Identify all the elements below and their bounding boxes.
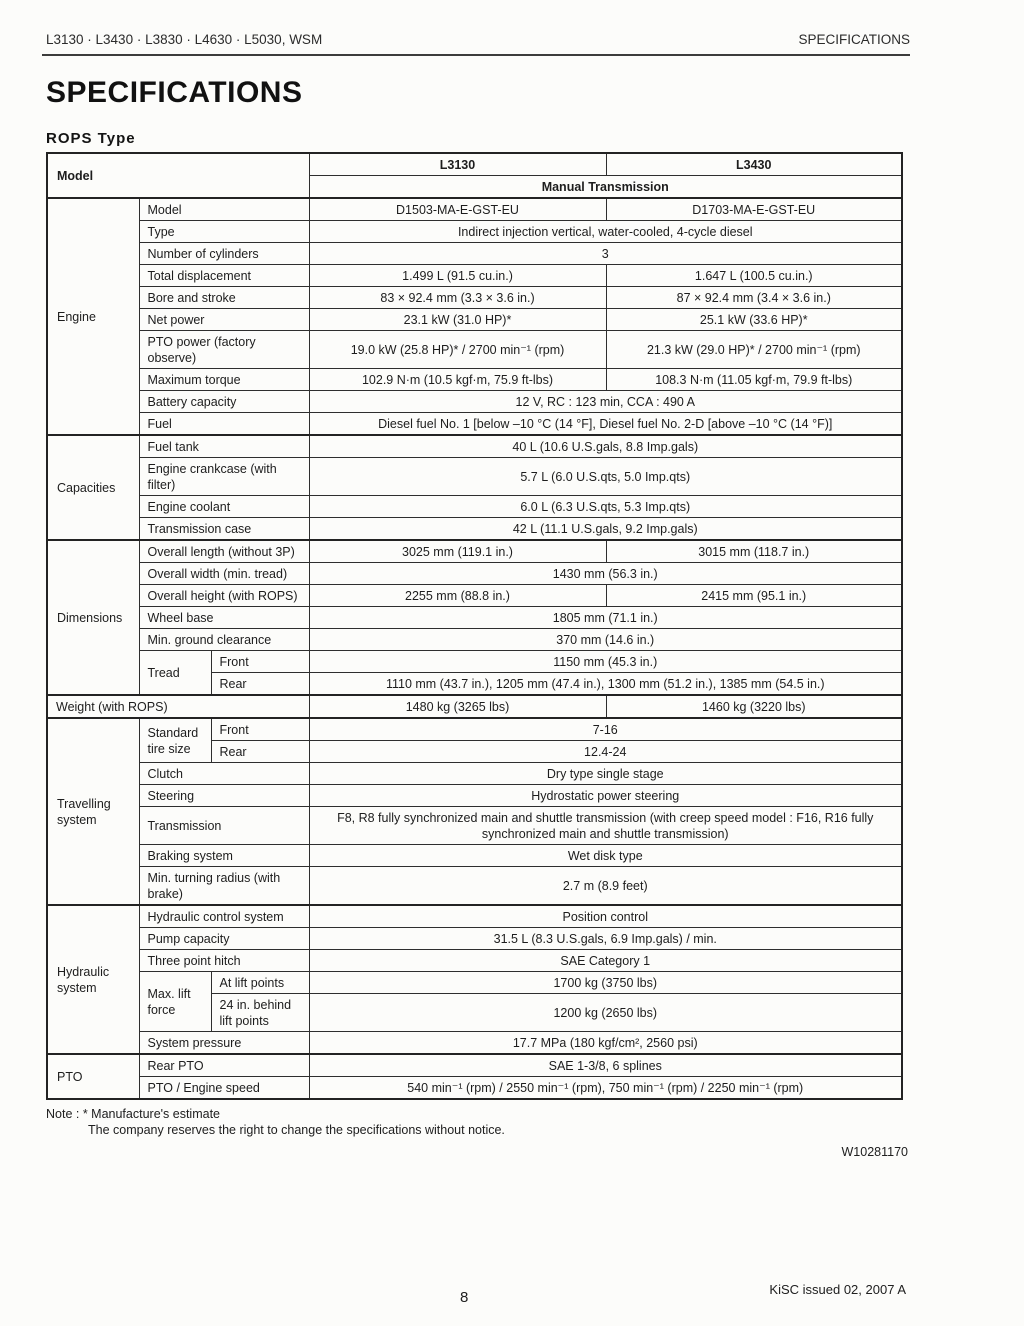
spec-value: 7-16 [309, 718, 902, 741]
row-label: Braking system [139, 845, 309, 867]
table-row [47, 867, 902, 906]
table-row [47, 331, 902, 369]
spec-value: Dry type single stage [309, 763, 902, 785]
row-label: Type [139, 221, 309, 243]
table-row [47, 287, 902, 309]
table-row [47, 458, 902, 496]
group-label-hydraulic-system: Hydraulic system [47, 905, 139, 1054]
spec-value: SAE 1-3/8, 6 splines [309, 1054, 902, 1077]
row-label: Bore and stroke [139, 287, 309, 309]
running-header-section: SPECIFICATIONS [798, 32, 910, 47]
sub-label-front: Front [211, 718, 309, 741]
page-title: SPECIFICATIONS [46, 76, 303, 109]
table-row [47, 496, 902, 518]
sub-label-front: Front [211, 651, 309, 673]
spec-value: D1703-MA-E-GST-EU [606, 198, 902, 221]
table-row [47, 845, 902, 867]
table-row [47, 563, 902, 585]
row-label: PTO / Engine speed [139, 1077, 309, 1100]
spec-value: 21.3 kW (29.0 HP)* / 2700 min⁻¹ (rpm) [606, 331, 902, 369]
spec-value: Hydrostatic power steering [309, 785, 902, 807]
table-row [47, 540, 902, 563]
group-label-capacities: Capacities [47, 435, 139, 540]
row-label-tread: Tread [139, 651, 211, 696]
document-code: W10281170 [841, 1145, 908, 1159]
row-label: Fuel tank [139, 435, 309, 458]
specifications-table [46, 152, 903, 1100]
spec-value: 1200 kg (2650 lbs) [309, 994, 902, 1032]
table-row [47, 785, 902, 807]
row-label-weight: Weight (with ROPS) [47, 695, 309, 718]
spec-value: 1700 kg (3750 lbs) [309, 972, 902, 994]
row-label: Min. turning radius (with brake) [139, 867, 309, 906]
issue-stamp: KiSC issued 02, 2007 A [769, 1282, 906, 1297]
spec-value: 2415 mm (95.1 in.) [606, 585, 902, 607]
row-label: Steering [139, 785, 309, 807]
spec-value: 1.647 L (100.5 cu.in.) [606, 265, 902, 287]
row-label: Overall width (min. tread) [139, 563, 309, 585]
table-row [47, 391, 902, 413]
sub-label-behind-lift-points: 24 in. behind lift points [211, 994, 309, 1032]
spec-value: 1480 kg (3265 lbs) [309, 695, 606, 718]
row-label: Number of cylinders [139, 243, 309, 265]
row-label: Clutch [139, 763, 309, 785]
spec-value: 31.5 L (8.3 U.S.gals, 6.9 Imp.gals) / min. [309, 928, 902, 950]
spec-value: 1430 mm (56.3 in.) [309, 563, 902, 585]
spec-value: SAE Category 1 [309, 950, 902, 972]
spec-value: Indirect injection vertical, water-cooled, 4-cycle diesel [309, 221, 902, 243]
spec-value: 5.7 L (6.0 U.S.qts, 5.0 Imp.qts) [309, 458, 902, 496]
row-label: Transmission [139, 807, 309, 845]
group-label-travelling-system: Travelling system [47, 718, 139, 905]
row-label: Rear PTO [139, 1054, 309, 1077]
table-row [47, 607, 902, 629]
model-corner-header: Model [47, 153, 309, 198]
spec-value: 102.9 N·m (10.5 kgf·m, 75.9 ft-lbs) [309, 369, 606, 391]
table-row [47, 1032, 902, 1055]
table-row [47, 413, 902, 436]
table-row [47, 928, 902, 950]
column-header-l3130: L3130 [309, 153, 606, 176]
transmission-header: Manual Transmission [309, 176, 902, 199]
spec-value: D1503-MA-E-GST-EU [309, 198, 606, 221]
row-label: Pump capacity [139, 928, 309, 950]
row-label: Min. ground clearance [139, 629, 309, 651]
row-label: Net power [139, 309, 309, 331]
page-number: 8 [460, 1289, 469, 1306]
spec-value: 370 mm (14.6 in.) [309, 629, 902, 651]
row-label: Three point hitch [139, 950, 309, 972]
spec-value: 19.0 kW (25.8 HP)* / 2700 min⁻¹ (rpm) [309, 331, 606, 369]
table-row [47, 629, 902, 651]
table-row [47, 1054, 902, 1077]
spec-value: 12 V, RC : 123 min, CCA : 490 A [309, 391, 902, 413]
spec-value: 3 [309, 243, 902, 265]
group-label-engine: Engine [47, 198, 139, 435]
row-label-standard-tire-size: Standard tire size [139, 718, 211, 763]
row-label-max-lift-force: Max. lift force [139, 972, 211, 1032]
spec-value: 23.1 kW (31.0 HP)* [309, 309, 606, 331]
spec-value: F8, R8 fully synchronized main and shuttle transmission (with creep speed model : F16, R16 fully synchronized main and shuttle transmission) [309, 807, 902, 845]
table-row [47, 651, 902, 673]
spec-value: Diesel fuel No. 1 [below –10 °C (14 °F], Diesel fuel No. 2-D [above –10 °C (14 °F)] [309, 413, 902, 436]
table-row [47, 243, 902, 265]
table-row [47, 198, 902, 221]
header-rule [42, 54, 910, 56]
row-label: System pressure [139, 1032, 309, 1055]
row-label: Model [139, 198, 309, 221]
spec-value: 540 min⁻¹ (rpm) / 2550 min⁻¹ (rpm), 750 min⁻¹ (rpm) / 2250 min⁻¹ (rpm) [309, 1077, 902, 1100]
spec-value: 2255 mm (88.8 in.) [309, 585, 606, 607]
spec-value: 6.0 L (6.3 U.S.qts, 5.3 Imp.qts) [309, 496, 902, 518]
table-row [47, 763, 902, 785]
footnotes [46, 1107, 1024, 1137]
row-label: Engine coolant [139, 496, 309, 518]
column-header-l3430: L3430 [606, 153, 902, 176]
group-label-pto: PTO [47, 1054, 139, 1099]
sub-label-at-lift-points: At lift points [211, 972, 309, 994]
spec-value: 3015 mm (118.7 in.) [606, 540, 902, 563]
spec-value: 87 × 92.4 mm (3.4 × 3.6 in.) [606, 287, 902, 309]
table-row [47, 369, 902, 391]
row-label: PTO power (factory observe) [139, 331, 309, 369]
row-label: Hydraulic control system [139, 905, 309, 928]
row-label: Transmission case [139, 518, 309, 541]
spec-value: 25.1 kW (33.6 HP)* [606, 309, 902, 331]
spec-value: 1150 mm (45.3 in.) [309, 651, 902, 673]
document-id: L3130 · L3430 · L3830 · L4630 · L5030, WSM [46, 32, 323, 47]
table-row [47, 718, 902, 741]
spec-value: 3025 mm (119.1 in.) [309, 540, 606, 563]
table-row [47, 972, 902, 994]
group-label-dimensions: Dimensions [47, 540, 139, 695]
spec-value: 17.7 MPa (180 kgf/cm², 2560 psi) [309, 1032, 902, 1055]
running-header [0, 0, 1024, 47]
table-row [47, 1077, 902, 1100]
spec-value: 1460 kg (3220 lbs) [606, 695, 902, 718]
sub-label-rear: Rear [211, 673, 309, 696]
spec-value: Position control [309, 905, 902, 928]
table-row [47, 905, 902, 928]
spec-value: 1805 mm (71.1 in.) [309, 607, 902, 629]
note-estimate: Note : * Manufacture's estimate [46, 1107, 220, 1121]
table-row [47, 950, 902, 972]
row-label: Battery capacity [139, 391, 309, 413]
spec-value: 40 L (10.6 U.S.gals, 8.8 Imp.gals) [309, 435, 902, 458]
row-label: Total displacement [139, 265, 309, 287]
table-row [47, 221, 902, 243]
table-row [47, 435, 902, 458]
table-row [47, 518, 902, 541]
spec-value: Wet disk type [309, 845, 902, 867]
spec-value: 1.499 L (91.5 cu.in.) [309, 265, 606, 287]
table-header-row [47, 153, 902, 176]
spec-value: 12.4-24 [309, 741, 902, 763]
row-label: Engine crankcase (with filter) [139, 458, 309, 496]
section-title: ROPS Type [46, 130, 136, 147]
table-row [47, 265, 902, 287]
row-label: Wheel base [139, 607, 309, 629]
row-label: Overall length (without 3P) [139, 540, 309, 563]
table-row [47, 695, 902, 718]
note-disclaimer: The company reserves the right to change the specifications without notice. [88, 1123, 505, 1137]
row-label: Overall height (with ROPS) [139, 585, 309, 607]
table-row [47, 585, 902, 607]
spec-value: 83 × 92.4 mm (3.3 × 3.6 in.) [309, 287, 606, 309]
row-label: Fuel [139, 413, 309, 436]
table-row [47, 807, 902, 845]
spec-value: 108.3 N·m (11.05 kgf·m, 79.9 ft-lbs) [606, 369, 902, 391]
spec-value: 42 L (11.1 U.S.gals, 9.2 Imp.gals) [309, 518, 902, 541]
table-row [47, 309, 902, 331]
spec-value: 1110 mm (43.7 in.), 1205 mm (47.4 in.), 1300 mm (51.2 in.), 1385 mm (54.5 in.) [309, 673, 902, 696]
spec-value: 2.7 m (8.9 feet) [309, 867, 902, 906]
row-label: Maximum torque [139, 369, 309, 391]
sub-label-rear: Rear [211, 741, 309, 763]
